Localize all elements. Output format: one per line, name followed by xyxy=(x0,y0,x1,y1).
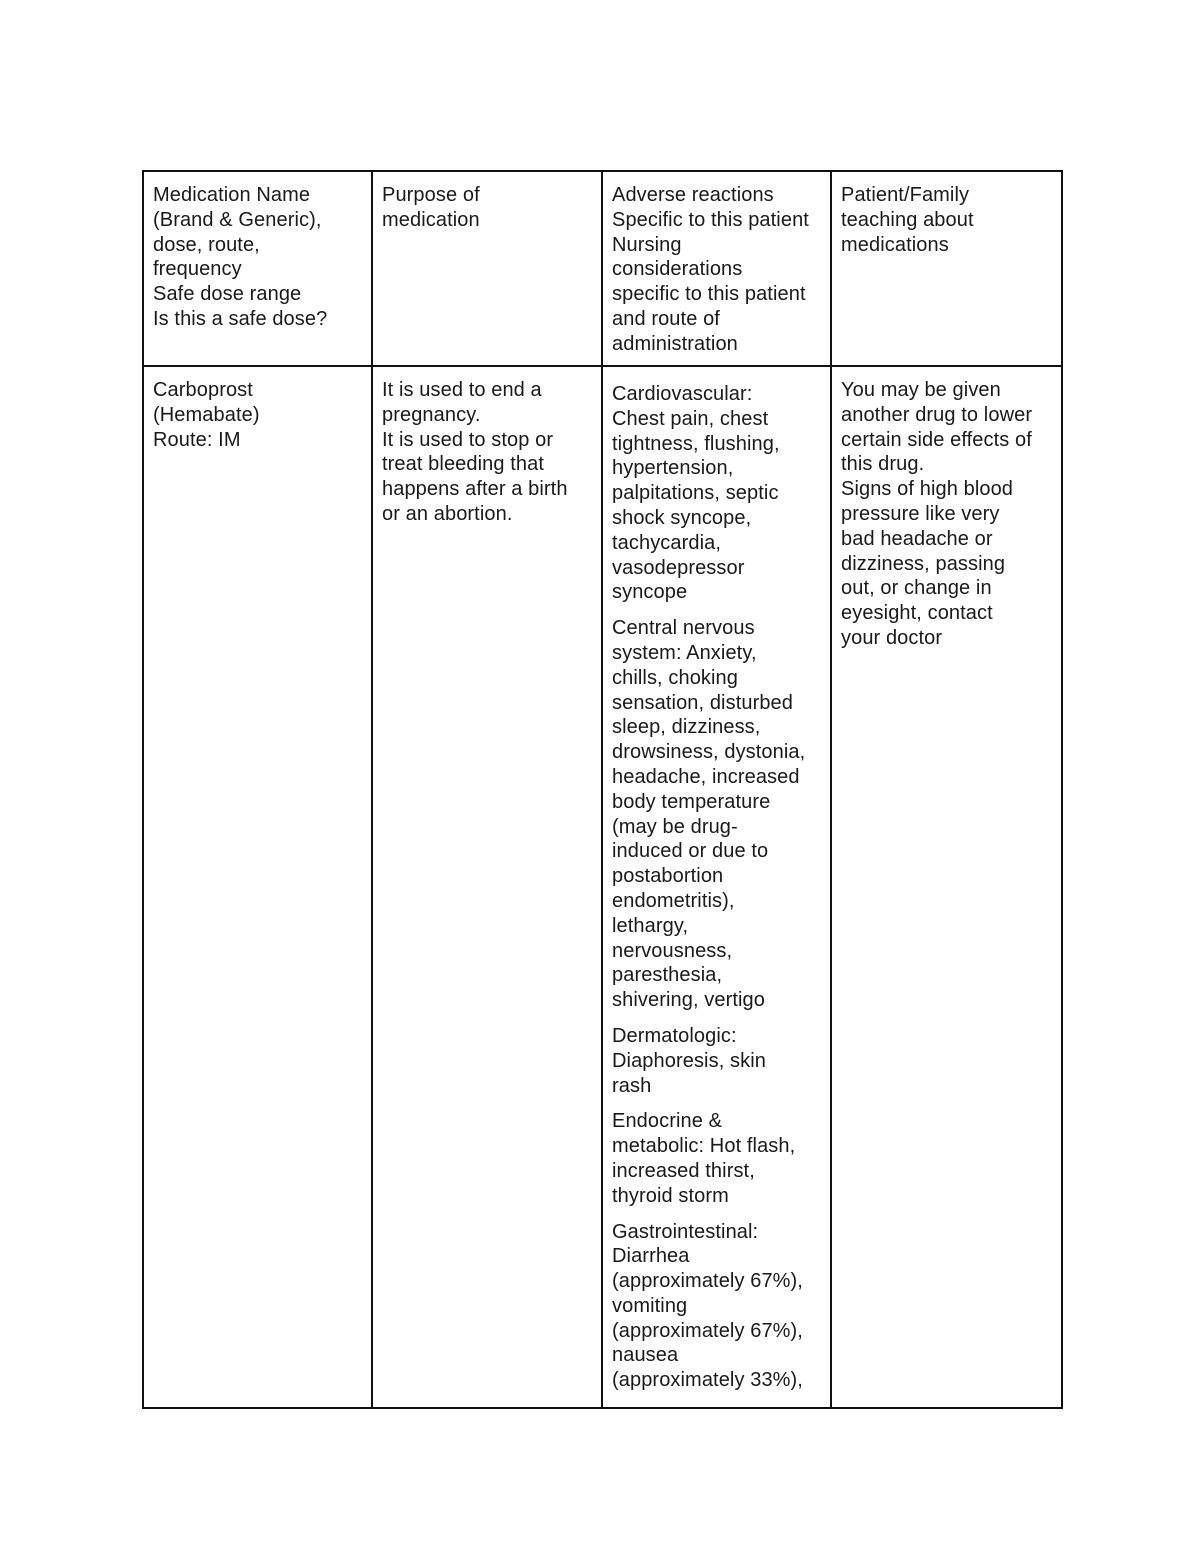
purpose-line: happens after a birth xyxy=(382,478,568,501)
adverse-section-gastrointestinal: Gastrointestinal: Diarrhea (approximately 67%), vomiting (approximately 67%), nausea (approximately 33%), xyxy=(612,1220,803,1392)
header-line: Patient/Family xyxy=(841,184,970,206)
medication-line: Route: IM xyxy=(153,428,241,451)
header-line: considerations xyxy=(612,258,743,281)
teaching-line: certain side effects of xyxy=(841,428,1032,451)
purpose-line: pregnancy. xyxy=(382,403,481,426)
adverse-section-endocrine: Endocrine & metabolic: Hot flash, increased thirst, thyroid storm xyxy=(612,1110,796,1207)
purpose-line: treat bleeding that xyxy=(382,453,545,476)
header-line: teaching about xyxy=(841,208,974,231)
adverse-section-cardiovascular: Cardiovascular: Chest pain, chest tightness, flushing, hypertension, palpitations, septic shock syncope, tachycardia, vasodepressor syncope xyxy=(612,383,780,604)
adverse-section-dermatologic: Dermatologic: Diaphoresis, skin rash xyxy=(612,1024,766,1097)
header-line: Purpose of xyxy=(382,184,480,206)
header-line: Is this a safe dose? xyxy=(153,307,328,330)
header-adverse-reactions xyxy=(602,171,831,366)
header-purpose xyxy=(372,171,602,366)
header-teaching xyxy=(831,171,1062,366)
header-line: Medication Name xyxy=(153,184,311,206)
teaching-line: Signs of high blood xyxy=(841,478,1014,501)
teaching-line: your doctor xyxy=(841,626,943,649)
medication-table xyxy=(142,170,1063,1409)
purpose-line: or an abortion. xyxy=(382,502,513,525)
header-line: Adverse reactions xyxy=(612,184,774,206)
header-line: and route of xyxy=(612,307,720,330)
teaching-line: pressure like very xyxy=(841,502,1000,525)
header-line: dose, route, xyxy=(153,233,260,256)
header-line: Safe dose range xyxy=(153,283,302,306)
teaching-line: You may be given xyxy=(841,379,1001,401)
header-line: medications xyxy=(841,233,949,256)
cell-adverse-reactions xyxy=(602,366,831,1408)
header-line: administration xyxy=(612,332,738,355)
teaching-line: eyesight, contact xyxy=(841,602,993,625)
header-row xyxy=(143,171,1062,366)
medication-line: (Hemabate) xyxy=(153,403,260,426)
header-line: Nursing xyxy=(612,233,682,256)
header-line: medication xyxy=(382,208,480,231)
teaching-line: dizziness, passing xyxy=(841,552,1006,575)
header-line: (Brand & Generic), xyxy=(153,208,322,231)
cell-purpose xyxy=(372,366,602,1408)
teaching-line: another drug to lower xyxy=(841,403,1033,426)
cell-medication xyxy=(143,366,372,1408)
cell-teaching xyxy=(831,366,1062,1408)
teaching-line: out, or change in xyxy=(841,577,992,600)
header-medication-name xyxy=(143,171,372,366)
header-line: specific to this patient xyxy=(612,283,806,306)
table-row xyxy=(143,366,1062,1408)
adverse-section-cns: Central nervous system: Anxiety, chills, choking sensation, disturbed sleep, dizziness, drowsiness, dystonia, headache, increased body temperature (may be drug- induced or due to postabortion endometritis), lethargy, nervousness, paresthesia, shivering, vertigo xyxy=(612,617,806,1012)
purpose-line: It is used to end a xyxy=(382,379,542,401)
purpose-line: It is used to stop or xyxy=(382,428,554,451)
teaching-line: this drug. xyxy=(841,453,925,476)
header-line: Specific to this patient xyxy=(612,208,809,231)
teaching-line: bad headache or xyxy=(841,527,993,550)
header-line: frequency xyxy=(153,258,242,281)
medication-line: Carboprost xyxy=(153,379,253,401)
